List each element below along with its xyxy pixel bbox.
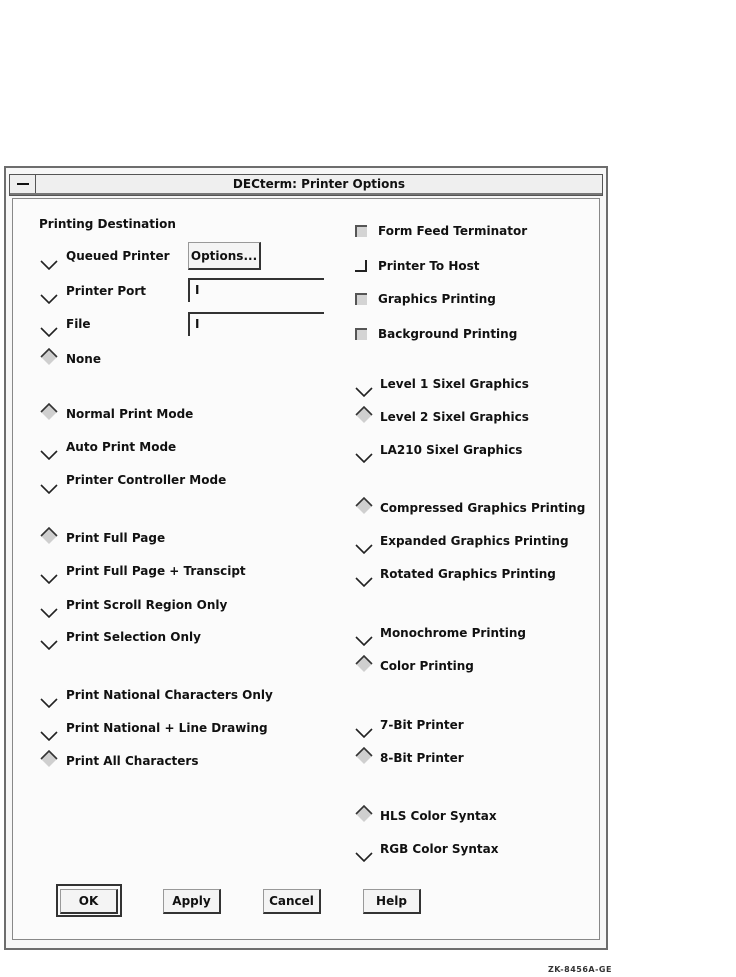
chevron-down-icon [355,569,373,587]
radio-printer-port[interactable] [40,286,58,304]
radio-7bit[interactable] [355,720,373,738]
options-button[interactable]: Options... [188,242,261,270]
radio-rgb-syntax[interactable] [355,844,373,862]
file-input[interactable] [188,312,324,336]
radio-queued-printer[interactable] [40,252,58,270]
diamond-filled-icon [355,497,373,515]
chevron-down-icon [40,566,58,584]
7bit-label: 7-Bit Printer [380,718,464,732]
radio-normal-print-mode[interactable] [40,403,58,421]
normal-print-mode-label: Normal Print Mode [66,407,194,421]
print-full-page-transcript-label: Print Full Page + Transcipt [66,564,246,578]
radio-rotated-graphics[interactable] [355,569,373,587]
diamond-filled-icon [355,406,373,424]
radio-level1-sixel[interactable] [355,379,373,397]
window-menu-icon [17,183,29,185]
chevron-down-icon [40,723,58,741]
printer-controller-mode-label: Printer Controller Mode [66,473,227,487]
apply-button[interactable]: Apply [163,889,221,914]
queued-printer-label: Queued Printer [66,249,170,263]
radio-printer-controller-mode[interactable] [40,476,58,494]
chevron-down-icon [40,442,58,460]
level2-sixel-label: Level 2 Sixel Graphics [380,410,529,424]
form-feed-checkbox[interactable] [355,225,367,237]
chevron-down-icon [40,319,58,337]
chevron-down-icon [40,252,58,270]
chevron-down-icon [355,720,373,738]
chevron-down-icon [40,632,58,650]
radio-all-characters[interactable] [40,750,58,768]
radio-print-full-page-transcript[interactable] [40,566,58,584]
printer-port-input[interactable] [188,278,324,302]
figure-code: ZK-8456A-GE [548,965,612,974]
text-cursor-icon: I [195,317,200,331]
level1-sixel-label: Level 1 Sixel Graphics [380,377,529,391]
background-printing-checkbox[interactable] [355,328,367,340]
printer-to-host-label: Printer To Host [378,259,480,273]
print-selection-label: Print Selection Only [66,630,201,644]
diamond-filled-icon [355,655,373,673]
background-printing-label: Background Printing [378,327,518,341]
radio-color-printing[interactable] [355,655,373,673]
window-title: DECterm: Printer Options [232,177,406,191]
diamond-filled-icon [355,747,373,765]
all-characters-label: Print All Characters [66,754,199,768]
radio-print-selection[interactable] [40,632,58,650]
radio-print-scroll-region[interactable] [40,600,58,618]
monochrome-label: Monochrome Printing [380,626,526,640]
hls-syntax-label: HLS Color Syntax [380,809,497,823]
radio-file[interactable] [40,319,58,337]
window-menu-button[interactable] [10,175,36,193]
chevron-down-icon [40,286,58,304]
radio-auto-print-mode[interactable] [40,442,58,460]
chevron-down-icon [355,628,373,646]
chevron-down-icon [40,690,58,708]
rgb-syntax-label: RGB Color Syntax [380,842,499,856]
radio-la210-sixel[interactable] [355,445,373,463]
diamond-filled-icon [40,348,58,366]
diamond-filled-icon [40,750,58,768]
expanded-graphics-label: Expanded Graphics Printing [380,534,569,548]
chevron-down-icon [40,600,58,618]
radio-national-line-drawing[interactable] [40,723,58,741]
radio-none[interactable] [40,348,58,366]
printer-to-host-checkbox[interactable] [355,260,367,272]
chevron-down-icon [40,476,58,494]
form-feed-label: Form Feed Terminator [378,224,528,238]
la210-sixel-label: LA210 Sixel Graphics [380,443,523,457]
chevron-down-icon [355,445,373,463]
radio-hls-syntax[interactable] [355,805,373,823]
auto-print-mode-label: Auto Print Mode [66,440,177,454]
chevron-down-icon [355,379,373,397]
help-button[interactable]: Help [363,889,421,914]
radio-compressed-graphics[interactable] [355,497,373,515]
rotated-graphics-label: Rotated Graphics Printing [380,567,556,581]
national-line-drawing-label: Print National + Line Drawing [66,721,268,735]
radio-level2-sixel[interactable] [355,406,373,424]
graphics-printing-label: Graphics Printing [378,292,496,306]
8bit-label: 8-Bit Printer [380,751,464,765]
diamond-filled-icon [40,527,58,545]
graphics-printing-checkbox[interactable] [355,293,367,305]
chevron-down-icon [355,844,373,862]
print-scroll-region-label: Print Scroll Region Only [66,598,228,612]
radio-monochrome[interactable] [355,628,373,646]
national-characters-label: Print National Characters Only [66,688,273,702]
none-label: None [66,352,101,366]
compressed-graphics-label: Compressed Graphics Printing [380,501,586,515]
diamond-filled-icon [40,403,58,421]
color-printing-label: Color Printing [380,659,474,673]
printing-destination-heading: Printing Destination [39,217,176,231]
cancel-button[interactable]: Cancel [263,889,321,914]
radio-8bit[interactable] [355,747,373,765]
printer-port-label: Printer Port [66,284,147,298]
diamond-filled-icon [355,805,373,823]
file-label: File [66,317,91,331]
radio-print-full-page[interactable] [40,527,58,545]
chevron-down-icon [355,536,373,554]
print-full-page-label: Print Full Page [66,531,166,545]
radio-expanded-graphics[interactable] [355,536,373,554]
ok-button[interactable]: OK [60,889,118,914]
text-cursor-icon: I [195,283,200,297]
radio-national-characters[interactable] [40,690,58,708]
